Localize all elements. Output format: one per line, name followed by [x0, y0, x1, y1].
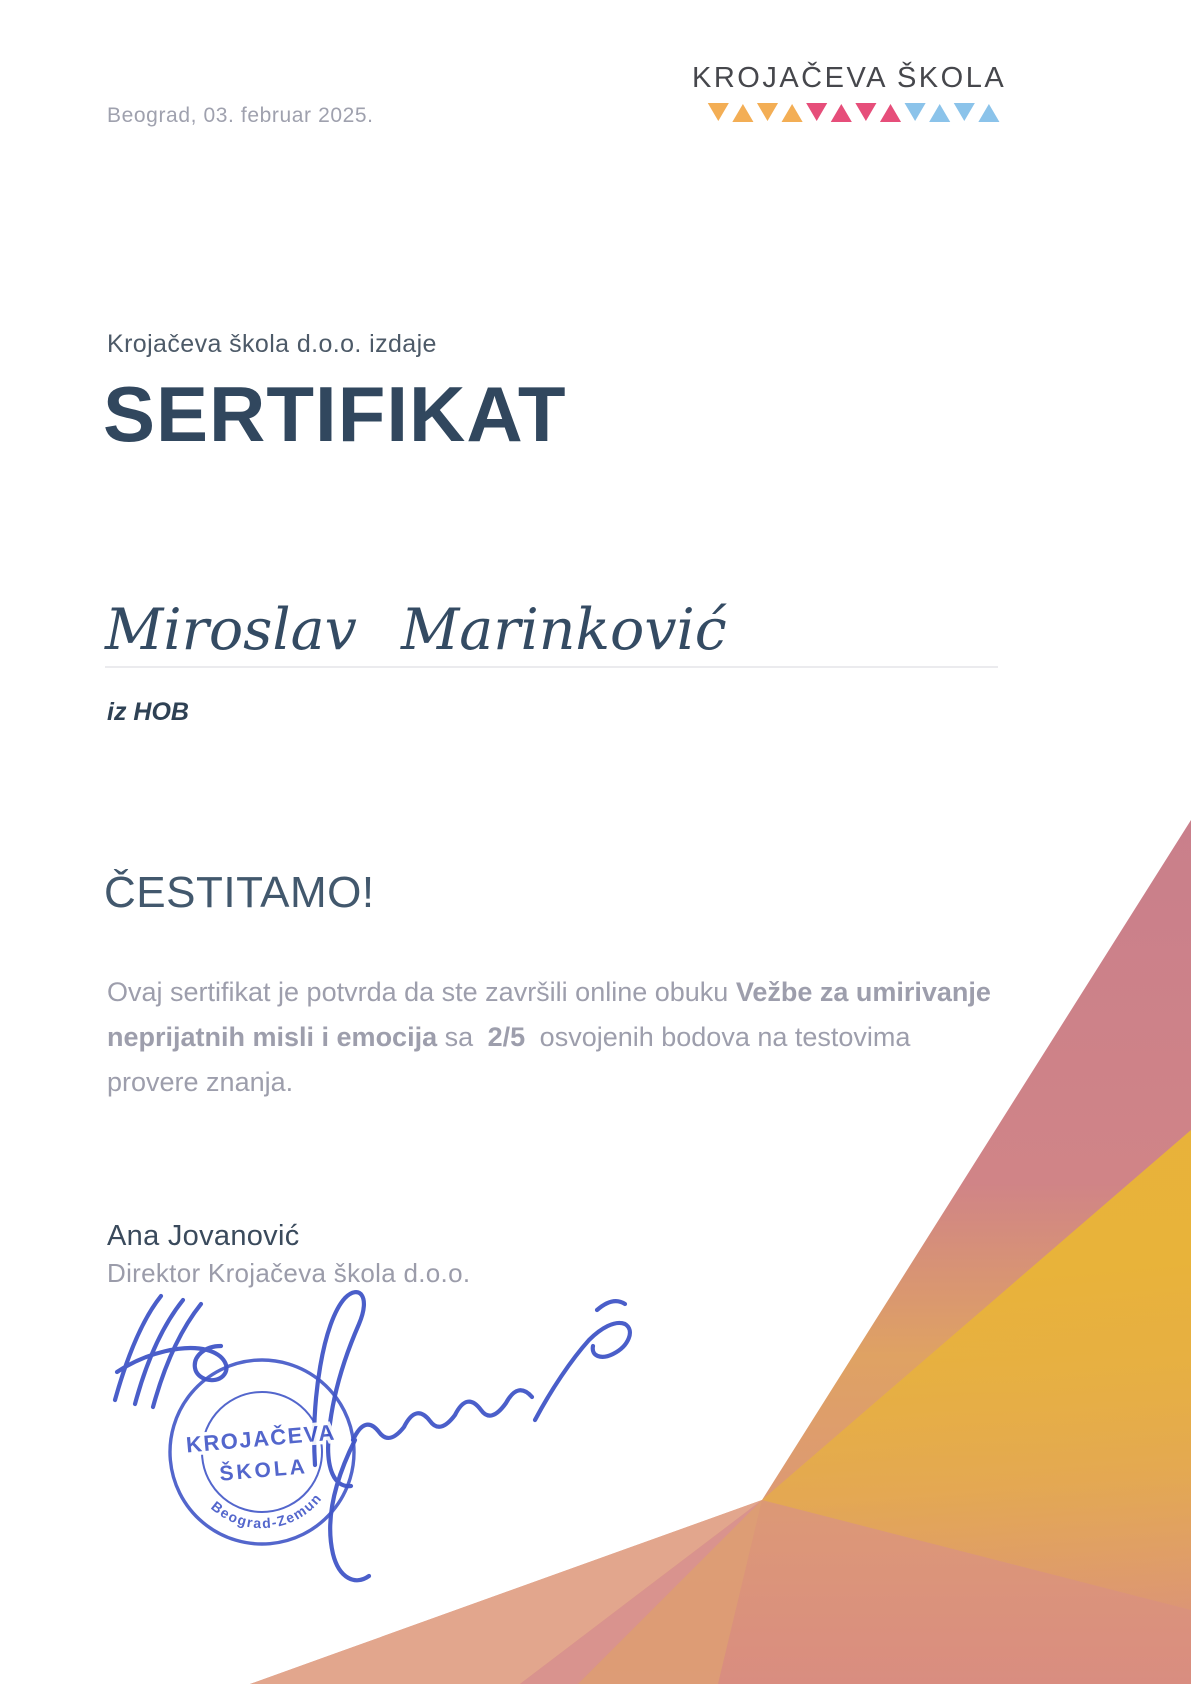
body-text-3: osvojenih bodova na testovima provere znanja. [107, 1022, 911, 1097]
brand-triangle-strip-icon [706, 102, 1002, 123]
brand-logo-text: KROJAČEVA ŠKOLA [692, 62, 1007, 94]
body-text-1: Ovaj sertifikat je potvrda da ste završili online obuku [107, 977, 736, 1007]
certificate-title: SERTIFIKAT [103, 370, 567, 458]
congrats-heading: ČESTITAMO! [104, 868, 375, 917]
issuer-line: Krojačeva škola d.o.o. izdaje [107, 330, 437, 358]
stamp-arc-text: Beograd-Zemun [208, 1489, 326, 1532]
brand-logo [692, 62, 1007, 128]
recipient-name: Miroslav Marinković [105, 597, 727, 663]
body-text-2: sa [437, 1022, 481, 1052]
place-date: Beograd, 03. februar 2025. [107, 104, 374, 127]
stamp-text-primary: KROJAČEVA [185, 1419, 337, 1458]
certificate-body [107, 970, 997, 1105]
name-underline [105, 666, 998, 668]
score-value: 2/5 [487, 1022, 526, 1052]
stamp-text-secondary: ŠKOLA [218, 1455, 309, 1486]
signer-role: Direktor Krojačeva škola d.o.o. [107, 1258, 471, 1288]
course-name: Vežbe za umirivanje neprijatnih misli i emocija [107, 977, 991, 1052]
recipient-origin: iz HOB [107, 698, 189, 726]
signer-name: Ana Jovanović [107, 1220, 300, 1252]
signature-and-stamp [85, 1280, 665, 1670]
